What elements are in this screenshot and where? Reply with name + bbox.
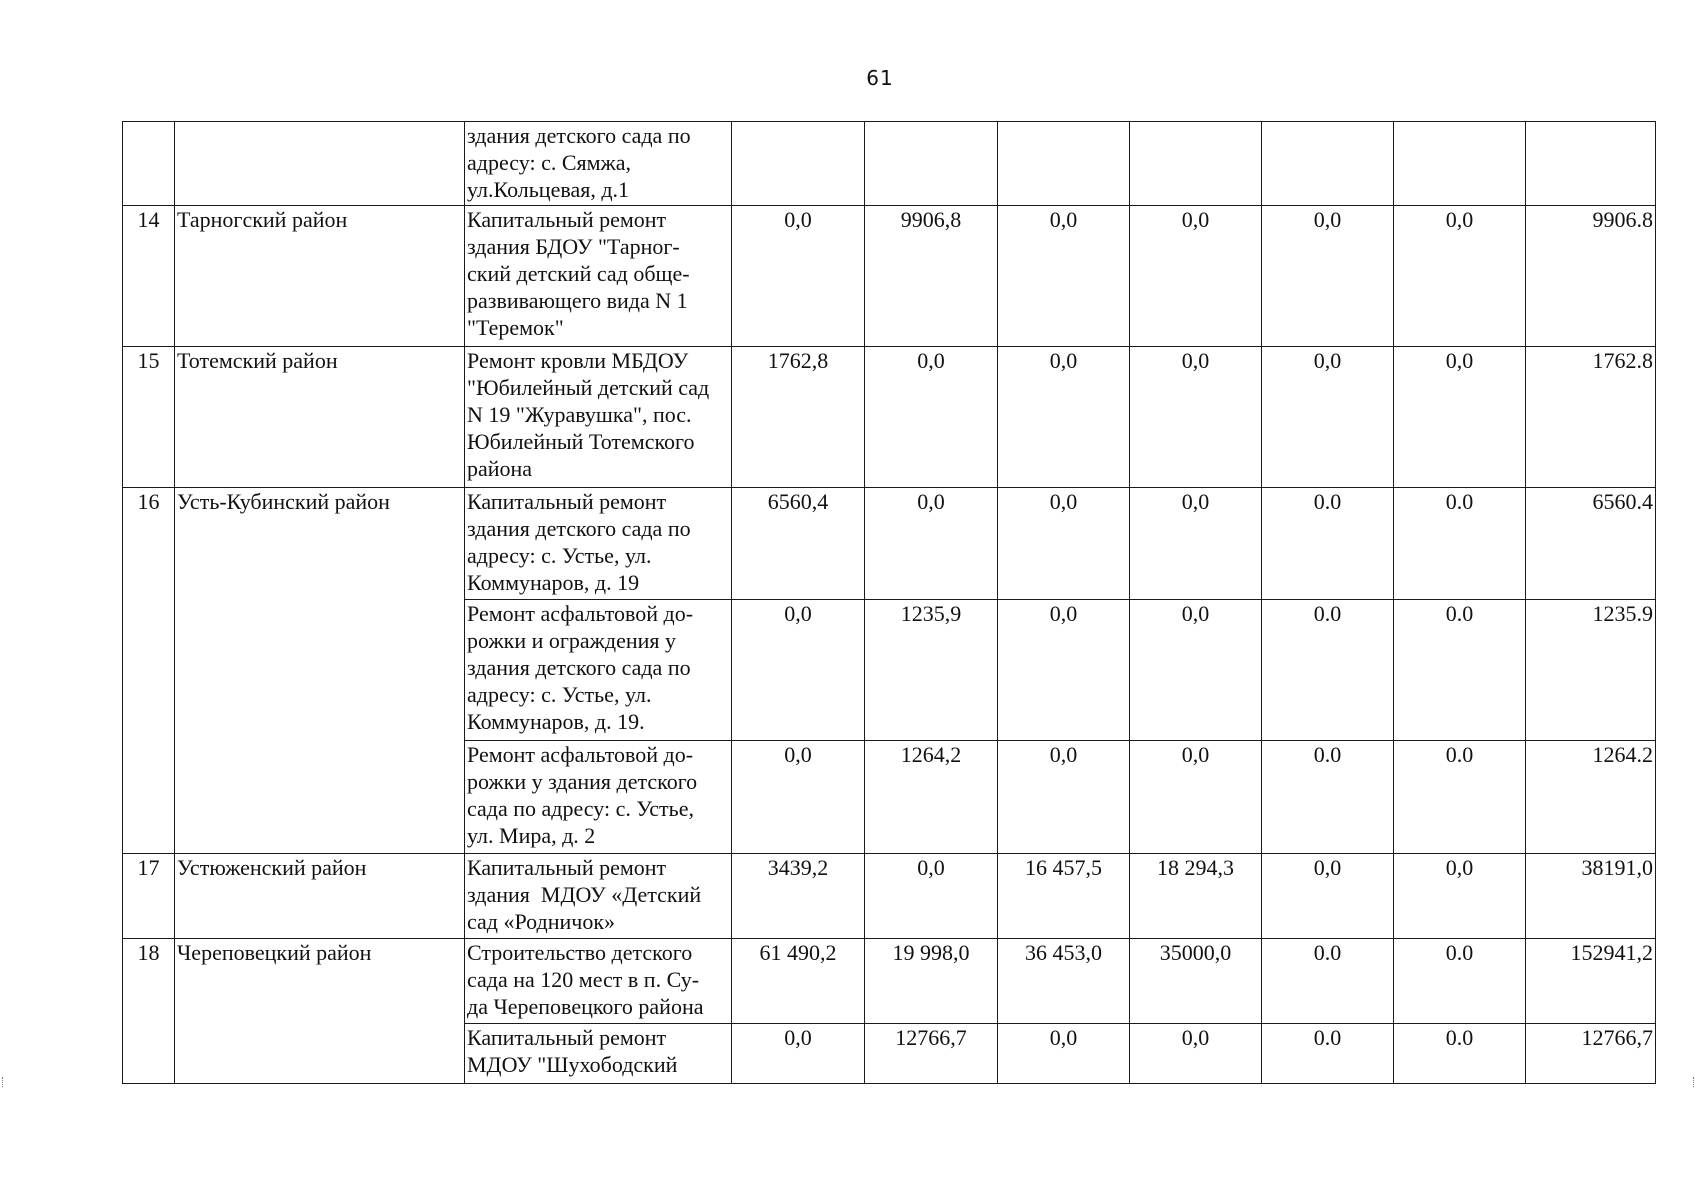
total-amount-cell: 152941,2 [1526,939,1656,1024]
description-line: рожки у здания детского [467,769,698,794]
amount-cell-6: 0.0 [1394,600,1526,741]
total-amount-cell: 9906.8 [1526,206,1656,347]
description-line: МДОУ "Шухободский [467,1052,678,1077]
total-amount-cell: 1235.9 [1526,600,1656,741]
description-line: да Череповецкого района [467,994,704,1019]
table-body [123,122,1656,1084]
amount-cell-1: 3439,2 [732,854,865,939]
amount-cell-6: 0.0 [1394,939,1526,1024]
description-line: адресу: с. Сямжа, [467,150,632,175]
description-line: N 19 "Журавушка", пос. [467,402,692,427]
amount-cell-1: 1762,8 [732,347,865,488]
project-description-cell [465,206,732,347]
description-line: рожки и ограждения у [467,628,676,653]
total-amount-cell: 1762.8 [1526,347,1656,488]
amount-cell-2: 12766,7 [865,1024,998,1084]
amount-cell-3: 16 457,5 [998,854,1130,939]
description-line: Капитальный ремонт [467,1025,667,1050]
row-number-cell: 17 [123,854,175,939]
project-description-cell [465,939,732,1024]
amount-cell-6: 0.0 [1394,488,1526,600]
description-line: ский детский сад обще- [467,261,690,286]
description-line: Капитальный ремонт [467,489,667,514]
amount-cell-4: 0,0 [1130,347,1262,488]
table-row [123,854,1656,939]
amount-cell-4: 0,0 [1130,488,1262,600]
description-line: Юбилейный Тотемского [467,429,695,454]
amount-cell-5: 0,0 [1262,206,1394,347]
amount-cell-5: 0.0 [1262,741,1394,854]
amount-cell-3: 0,0 [998,206,1130,347]
amount-cell-2 [865,122,998,206]
table-row [123,347,1656,488]
description-line: адресу: с. Устье, ул. [467,682,652,707]
amount-cell-5: 0.0 [1262,939,1394,1024]
description-line: ул.Кольцевая, д.1 [467,177,630,202]
amount-cell-4: 0,0 [1130,206,1262,347]
description-line: Капитальный ремонт [467,855,667,880]
amount-cell-2: 1235,9 [865,600,998,741]
amount-cell-4: 0,0 [1130,600,1262,741]
description-line: адресу: с. Устье, ул. [467,543,652,568]
total-amount-cell: 12766,7 [1526,1024,1656,1084]
amount-cell-2: 9906,8 [865,206,998,347]
amount-cell-1: 0,0 [732,206,865,347]
description-line: Строительство детского [467,940,693,965]
amount-cell-6 [1394,122,1526,206]
description-line: района [467,456,533,481]
total-amount-cell [1526,122,1656,206]
district-name-cell [175,122,465,206]
amount-cell-3: 0,0 [998,600,1130,741]
row-number-cell [123,122,175,206]
amount-cell-2: 0,0 [865,347,998,488]
row-number-cell: 18 [123,939,175,1084]
description-line: здания БДОУ "Тарног- [467,234,680,259]
description-line: здания детского сада по [467,516,691,541]
amount-cell-1: 61 490,2 [732,939,865,1024]
amount-cell-3: 0,0 [998,1024,1130,1084]
amount-cell-1: 0,0 [732,1024,865,1084]
description-line: ул. Мира, д. 2 [467,823,596,848]
amount-cell-6: 0.0 [1394,741,1526,854]
table-row [123,939,1656,1024]
district-name-cell: Тарногский район [175,206,465,347]
amount-cell-3: 0,0 [998,347,1130,488]
description-line: Ремонт асфальтовой до- [467,742,694,767]
amount-cell-4 [1130,122,1262,206]
row-number-cell: 16 [123,488,175,854]
row-number-cell: 14 [123,206,175,347]
description-line: сада по адресу: с. Устье, [467,796,694,821]
amount-cell-4: 0,0 [1130,741,1262,854]
description-line: здания детского сада по [467,123,691,148]
project-description-cell [465,854,732,939]
project-description-cell [465,741,732,854]
amount-cell-6: 0,0 [1394,347,1526,488]
amount-cell-1: 0,0 [732,600,865,741]
description-line: Коммунаров, д. 19. [467,709,645,734]
total-amount-cell: 38191,0 [1526,854,1656,939]
description-line: Ремонт асфальтовой до- [467,601,694,626]
scan-edge-mark-left [2,1077,5,1087]
page-number: 61 [866,66,894,90]
amount-cell-2: 0,0 [865,488,998,600]
description-line: сад «Родничок» [467,909,616,934]
amount-cell-5 [1262,122,1394,206]
district-name-cell: Усть-Кубинский район [175,488,465,854]
district-name-cell: Устюженский район [175,854,465,939]
project-description-cell [465,600,732,741]
description-line: сада на 120 мест в п. Су- [467,967,700,992]
project-description-cell [465,1024,732,1084]
description-line: здания МДОУ «Детский [467,882,702,907]
amount-cell-5: 0.0 [1262,1024,1394,1084]
scan-edge-mark-right [1693,1077,1696,1087]
description-line: Ремонт кровли МБДОУ [467,348,689,373]
description-line: развивающего вида N 1 [467,288,688,313]
budget-table [122,121,1656,1084]
amount-cell-6: 0.0 [1394,1024,1526,1084]
amount-cell-4: 35000,0 [1130,939,1262,1024]
amount-cell-5: 0,0 [1262,854,1394,939]
description-line: "Теремок" [467,315,564,340]
amount-cell-4: 18 294,3 [1130,854,1262,939]
project-description-cell [465,122,732,206]
total-amount-cell: 6560.4 [1526,488,1656,600]
amount-cell-2: 1264,2 [865,741,998,854]
description-line: здания детского сада по [467,655,691,680]
district-name-cell: Тотемский район [175,347,465,488]
amount-cell-3: 36 453,0 [998,939,1130,1024]
amount-cell-3: 0,0 [998,741,1130,854]
description-line: "Юбилейный детский сад [467,375,710,400]
row-number-cell: 15 [123,347,175,488]
amount-cell-5: 0.0 [1262,600,1394,741]
description-line: Капитальный ремонт [467,207,667,232]
amount-cell-6: 0,0 [1394,206,1526,347]
amount-cell-1: 6560,4 [732,488,865,600]
project-description-cell [465,347,732,488]
district-name-cell: Череповецкий район [175,939,465,1084]
amount-cell-1: 0,0 [732,741,865,854]
amount-cell-1 [732,122,865,206]
amount-cell-3: 0,0 [998,488,1130,600]
amount-cell-6: 0,0 [1394,854,1526,939]
table-row [123,122,1656,206]
amount-cell-2: 0,0 [865,854,998,939]
amount-cell-2: 19 998,0 [865,939,998,1024]
amount-cell-3 [998,122,1130,206]
total-amount-cell: 1264.2 [1526,741,1656,854]
description-line: Коммунаров, д. 19 [467,570,640,595]
amount-cell-4: 0,0 [1130,1024,1262,1084]
amount-cell-5: 0,0 [1262,347,1394,488]
table-row [123,206,1656,347]
amount-cell-5: 0.0 [1262,488,1394,600]
table-row [123,488,1656,600]
project-description-cell [465,488,732,600]
